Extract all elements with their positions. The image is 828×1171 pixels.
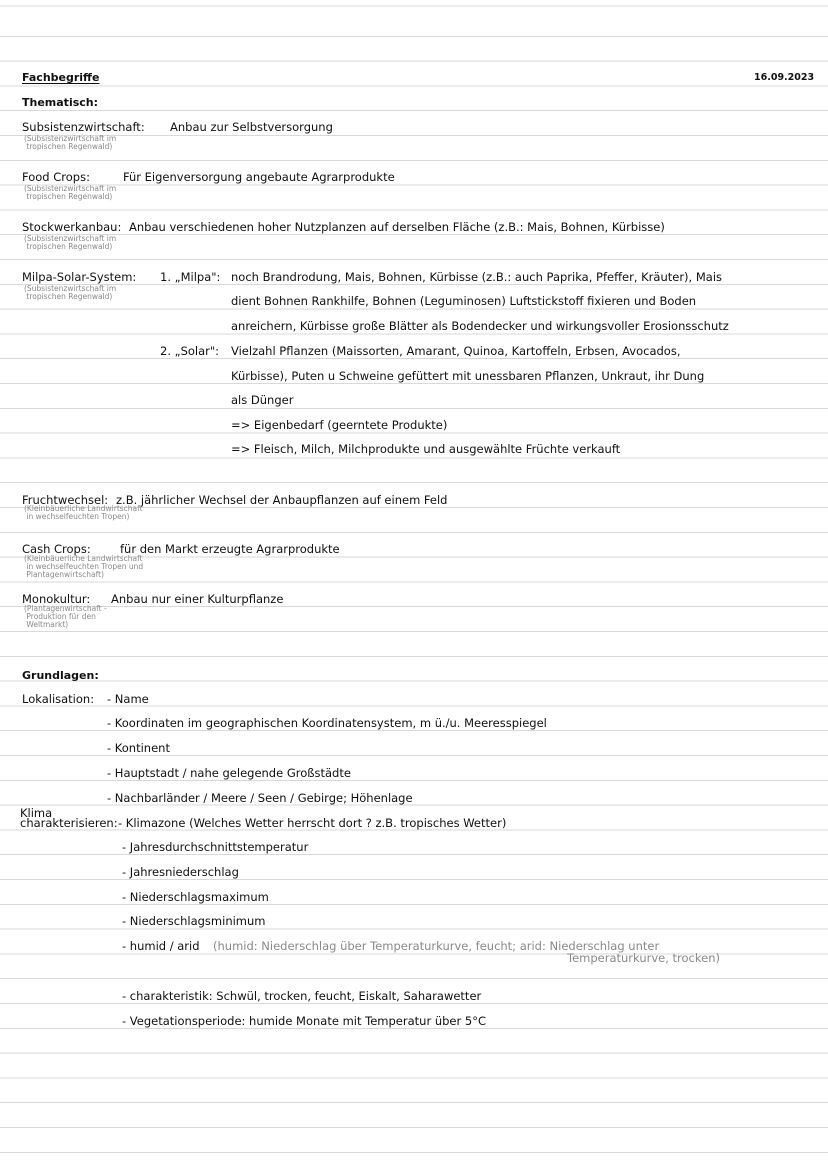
klima-humid-note: Temperaturkurve, trocken) — [567, 951, 720, 965]
page-title: Fachbegriffe — [22, 71, 100, 84]
klima-item: - Niederschlagsminimum — [122, 914, 266, 928]
term-note: (Subsistenzwirtschaft im tropischen Regenwald) — [24, 134, 117, 151]
milpa-line: noch Brandrodung, Mais, Bohnen, Kürbisse (z.B.: auch Paprika, Pfeffer, Kräuter), Mais — [231, 270, 723, 284]
klima-item: - Jahresniederschlag — [122, 865, 239, 879]
date-label: 16.09.2023 — [754, 72, 815, 83]
definition-food-crops: Für Eigenversorgung angebaute Agrarprodukte — [123, 170, 395, 184]
lokalisation-item: - Koordinaten im geographischen Koordinatensystem, m ü./u. Meeresspiegel — [107, 716, 547, 730]
klima-label: charakterisieren: — [20, 816, 118, 830]
klima-item: - Klimazone (Welches Wetter herrscht dort ? z.B. tropisches Wetter) — [118, 816, 507, 830]
term-note: (Kleinbäuerliche Landwirtschaft in wechselfeuchten Tropen und Plantagenwirtschaft) — [24, 554, 144, 579]
solar-line: als Dünger — [231, 393, 294, 407]
term-milpa-solar-system: Milpa-Solar-System: — [22, 270, 137, 284]
term-note: (Plantagenwirtschaft - Produktion für den Weltmarkt) — [24, 604, 107, 629]
klima-label: Klima — [20, 806, 53, 820]
milpa-line: anreichern, Kürbisse große Blätter als Bodendecker und wirkungsvoller Erosionsschutz — [231, 319, 729, 333]
milpa-line: dient Bohnen Rankhilfe, Bohnen (Leguminosen) Luftstickstoff fixieren und Boden — [231, 294, 697, 308]
term-note: (Kleinbäuerliche Landwirtschaft in wechselfeuchten Tropen) — [24, 504, 143, 521]
klima-humid-note: (humid: Niederschlag über Temperaturkurve, feucht; arid: Niederschlag unter — [213, 939, 660, 953]
definition-fruchtwechsel: z.B. jährlicher Wechsel der Anbaupflanzen auf einem Feld — [116, 493, 448, 507]
definition-subsistenzwirtschaft: Anbau zur Selbstversorgung — [170, 120, 333, 134]
milpa-label: 1. „Milpa": — [160, 270, 221, 284]
definition-monokultur: Anbau nur einer Kulturpflanze — [111, 592, 284, 606]
term-fruchtwechsel: Fruchtwechsel: — [22, 493, 109, 507]
term-note: (Subsistenzwirtschaft im tropischen Regenwald) — [24, 284, 117, 301]
term-subsistenzwirtschaft: Subsistenzwirtschaft: — [22, 120, 145, 134]
term-food-crops: Food Crops: — [22, 170, 90, 184]
definition-stockwerkanbau: Anbau verschiedenen hoher Nutzplanzen auf derselben Fläche (z.B.: Mais, Bohnen, Kürbisse) — [129, 220, 665, 234]
klima-item: - Jahresdurchschnittstemperatur — [122, 840, 309, 854]
klima-humid-arid: - humid / arid — [122, 939, 200, 953]
lokalisation-item: - Name — [107, 692, 149, 706]
section-heading-thematisch: Thematisch: — [22, 96, 99, 109]
lokalisation-item: - Nachbarländer / Meere / Seen / Gebirge; Höhenlage — [107, 791, 413, 805]
term-cash-crops: Cash Crops: — [22, 542, 91, 556]
solar-label: 2. „Solar": — [160, 344, 220, 358]
term-note: (Subsistenzwirtschaft im tropischen Regenwald) — [24, 184, 117, 201]
term-stockwerkanbau: Stockwerkanbau: — [22, 220, 122, 234]
solar-line: Vielzahl Pflanzen (Maissorten, Amarant, Quinoa, Kartoffeln, Erbsen, Avocados, — [231, 344, 681, 358]
definition-cash-crops: für den Markt erzeugte Agrarprodukte — [120, 542, 340, 556]
solar-line: Kürbisse), Puten u Schweine gefüttert mit unessbaren Pflanzen, Unkraut, ihr Dung — [231, 369, 705, 383]
result-line: => Fleisch, Milch, Milchprodukte und ausgewählte Früchte verkauft — [231, 442, 621, 456]
lokalisation-item: - Kontinent — [107, 741, 170, 755]
lokalisation-label: Lokalisation: — [22, 692, 95, 706]
term-monokultur: Monokultur: — [22, 592, 91, 606]
term-note: (Subsistenzwirtschaft im tropischen Regenwald) — [24, 234, 117, 251]
klima-item: - Vegetationsperiode: humide Monate mit Temperatur über 5°C — [122, 1014, 486, 1028]
klima-item: - Niederschlagsmaximum — [122, 890, 269, 904]
lokalisation-item: - Hauptstadt / nahe gelegende Großstädte — [107, 766, 351, 780]
klima-item: - charakteristik: Schwül, trocken, feucht, Eiskalt, Saharawetter — [122, 989, 482, 1003]
section-heading-grundlagen: Grundlagen: — [22, 669, 99, 682]
result-line: => Eigenbedarf (geerntete Produkte) — [231, 418, 448, 432]
